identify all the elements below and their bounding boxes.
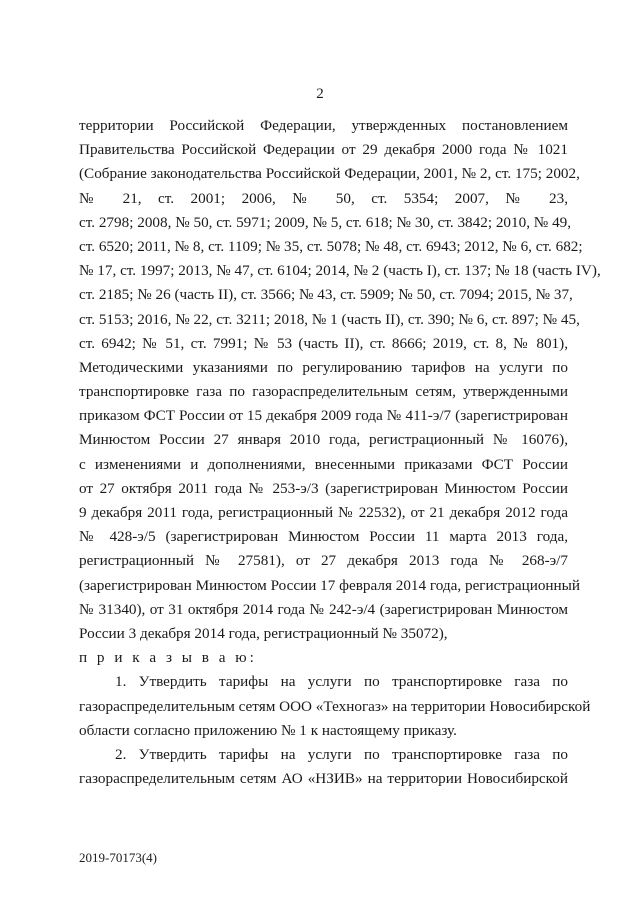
text-line: регистрационный № 27581), от 27 декабря 2013 года № 268-э/7 (79, 552, 568, 570)
text-line: (Собрание законодательства Российской Федерации, 2001, № 2, ст. 175; 2002, (79, 165, 580, 183)
text-line: ст. 5153; 2016, № 22, ст. 3211; 2018, № 1 (часть II), ст. 390; № 6, ст. 897; № 45, (79, 310, 580, 328)
order-word: п р и к а з ы в а ю: (79, 649, 257, 667)
text-line: с изменениями и дополнениями, внесенными приказами ФСТ России (79, 455, 568, 473)
text-line: 1. Утвердить тарифы на услуги по транспортировке газа по (115, 673, 568, 691)
document-body (79, 114, 601, 791)
text-line: ст. 6942; № 51, ст. 7991; № 53 (часть II), ст. 8666; 2019, ст. 8, № 801), (79, 334, 568, 352)
text-line: (зарегистрирован Минюстом России 17 февраля 2014 года, регистрационный (79, 576, 581, 594)
text-line: Методическими указаниями по регулированию тарифов на услуги по (79, 358, 568, 376)
text-line: территории Российской Федерации, утвержденных постановлением (79, 117, 568, 134)
text-line: газораспределительным сетям АО «НЗИВ» на территории Новосибирской (79, 770, 568, 788)
text-line: 9 декабря 2011 года, регистрационный № 22532), от 21 декабря 2012 года (79, 504, 568, 521)
text-line: ст. 2185; № 26 (часть II), ст. 3566; № 43, ст. 5909; № 50, ст. 7094; 2015, № 37, (79, 286, 573, 304)
text-line: транспортировке газа по газораспределительным сетям, утвержденными (79, 383, 568, 401)
text-line: № 428-э/5 (зарегистрирован Минюстом России 11 марта 2013 года, (79, 528, 568, 546)
text-line: Правительства Российской Федерации от 29 декабря 2000 года № 1021 (79, 141, 568, 159)
page-number: 2 (316, 86, 324, 102)
text-line: ст. 2798; 2008, № 50, ст. 5971; 2009, № 5, ст. 618; № 30, ст. 3842; 2010, № 49, (79, 213, 572, 231)
text-line: 2. Утвердить тарифы на услуги по транспортировке газа по (115, 745, 568, 763)
text-line: области согласно приложению № 1 к настоящему приказу. (79, 721, 457, 739)
text-line: от 27 октября 2011 года № 253-э/3 (зарегистрирован Минюстом России (79, 479, 568, 497)
text-line: № 17, ст. 1997; 2013, № 47, ст. 6104; 2014, № 2 (часть I), ст. 137; № 18 (часть IV), (79, 262, 601, 280)
text-line: России 3 декабря 2014 года, регистрационный № 35072), (79, 624, 448, 642)
document-code: 2019-70173(4) (79, 850, 157, 865)
text-line: газораспределительным сетям ООО «Техногаз» на территории Новосибирской (79, 697, 591, 715)
text-line: № 21, ст. 2001; 2006, № 50, ст. 5354; 2007, № 23, (79, 189, 568, 207)
text-line: № 31340), от 31 октября 2014 года № 242-э/4 (зарегистрирован Минюстом (79, 600, 568, 618)
text-line: ст. 6520; 2011, № 8, ст. 1109; № 35, ст. 5078; № 48, ст. 6943; 2012, № 6, ст. 682; (79, 237, 583, 255)
text-line: Минюстом России 27 января 2010 года, регистрационный № 16076), (79, 431, 568, 449)
text-line: приказом ФСТ России от 15 декабря 2009 года № 411-э/7 (зарегистрирован (79, 407, 568, 425)
